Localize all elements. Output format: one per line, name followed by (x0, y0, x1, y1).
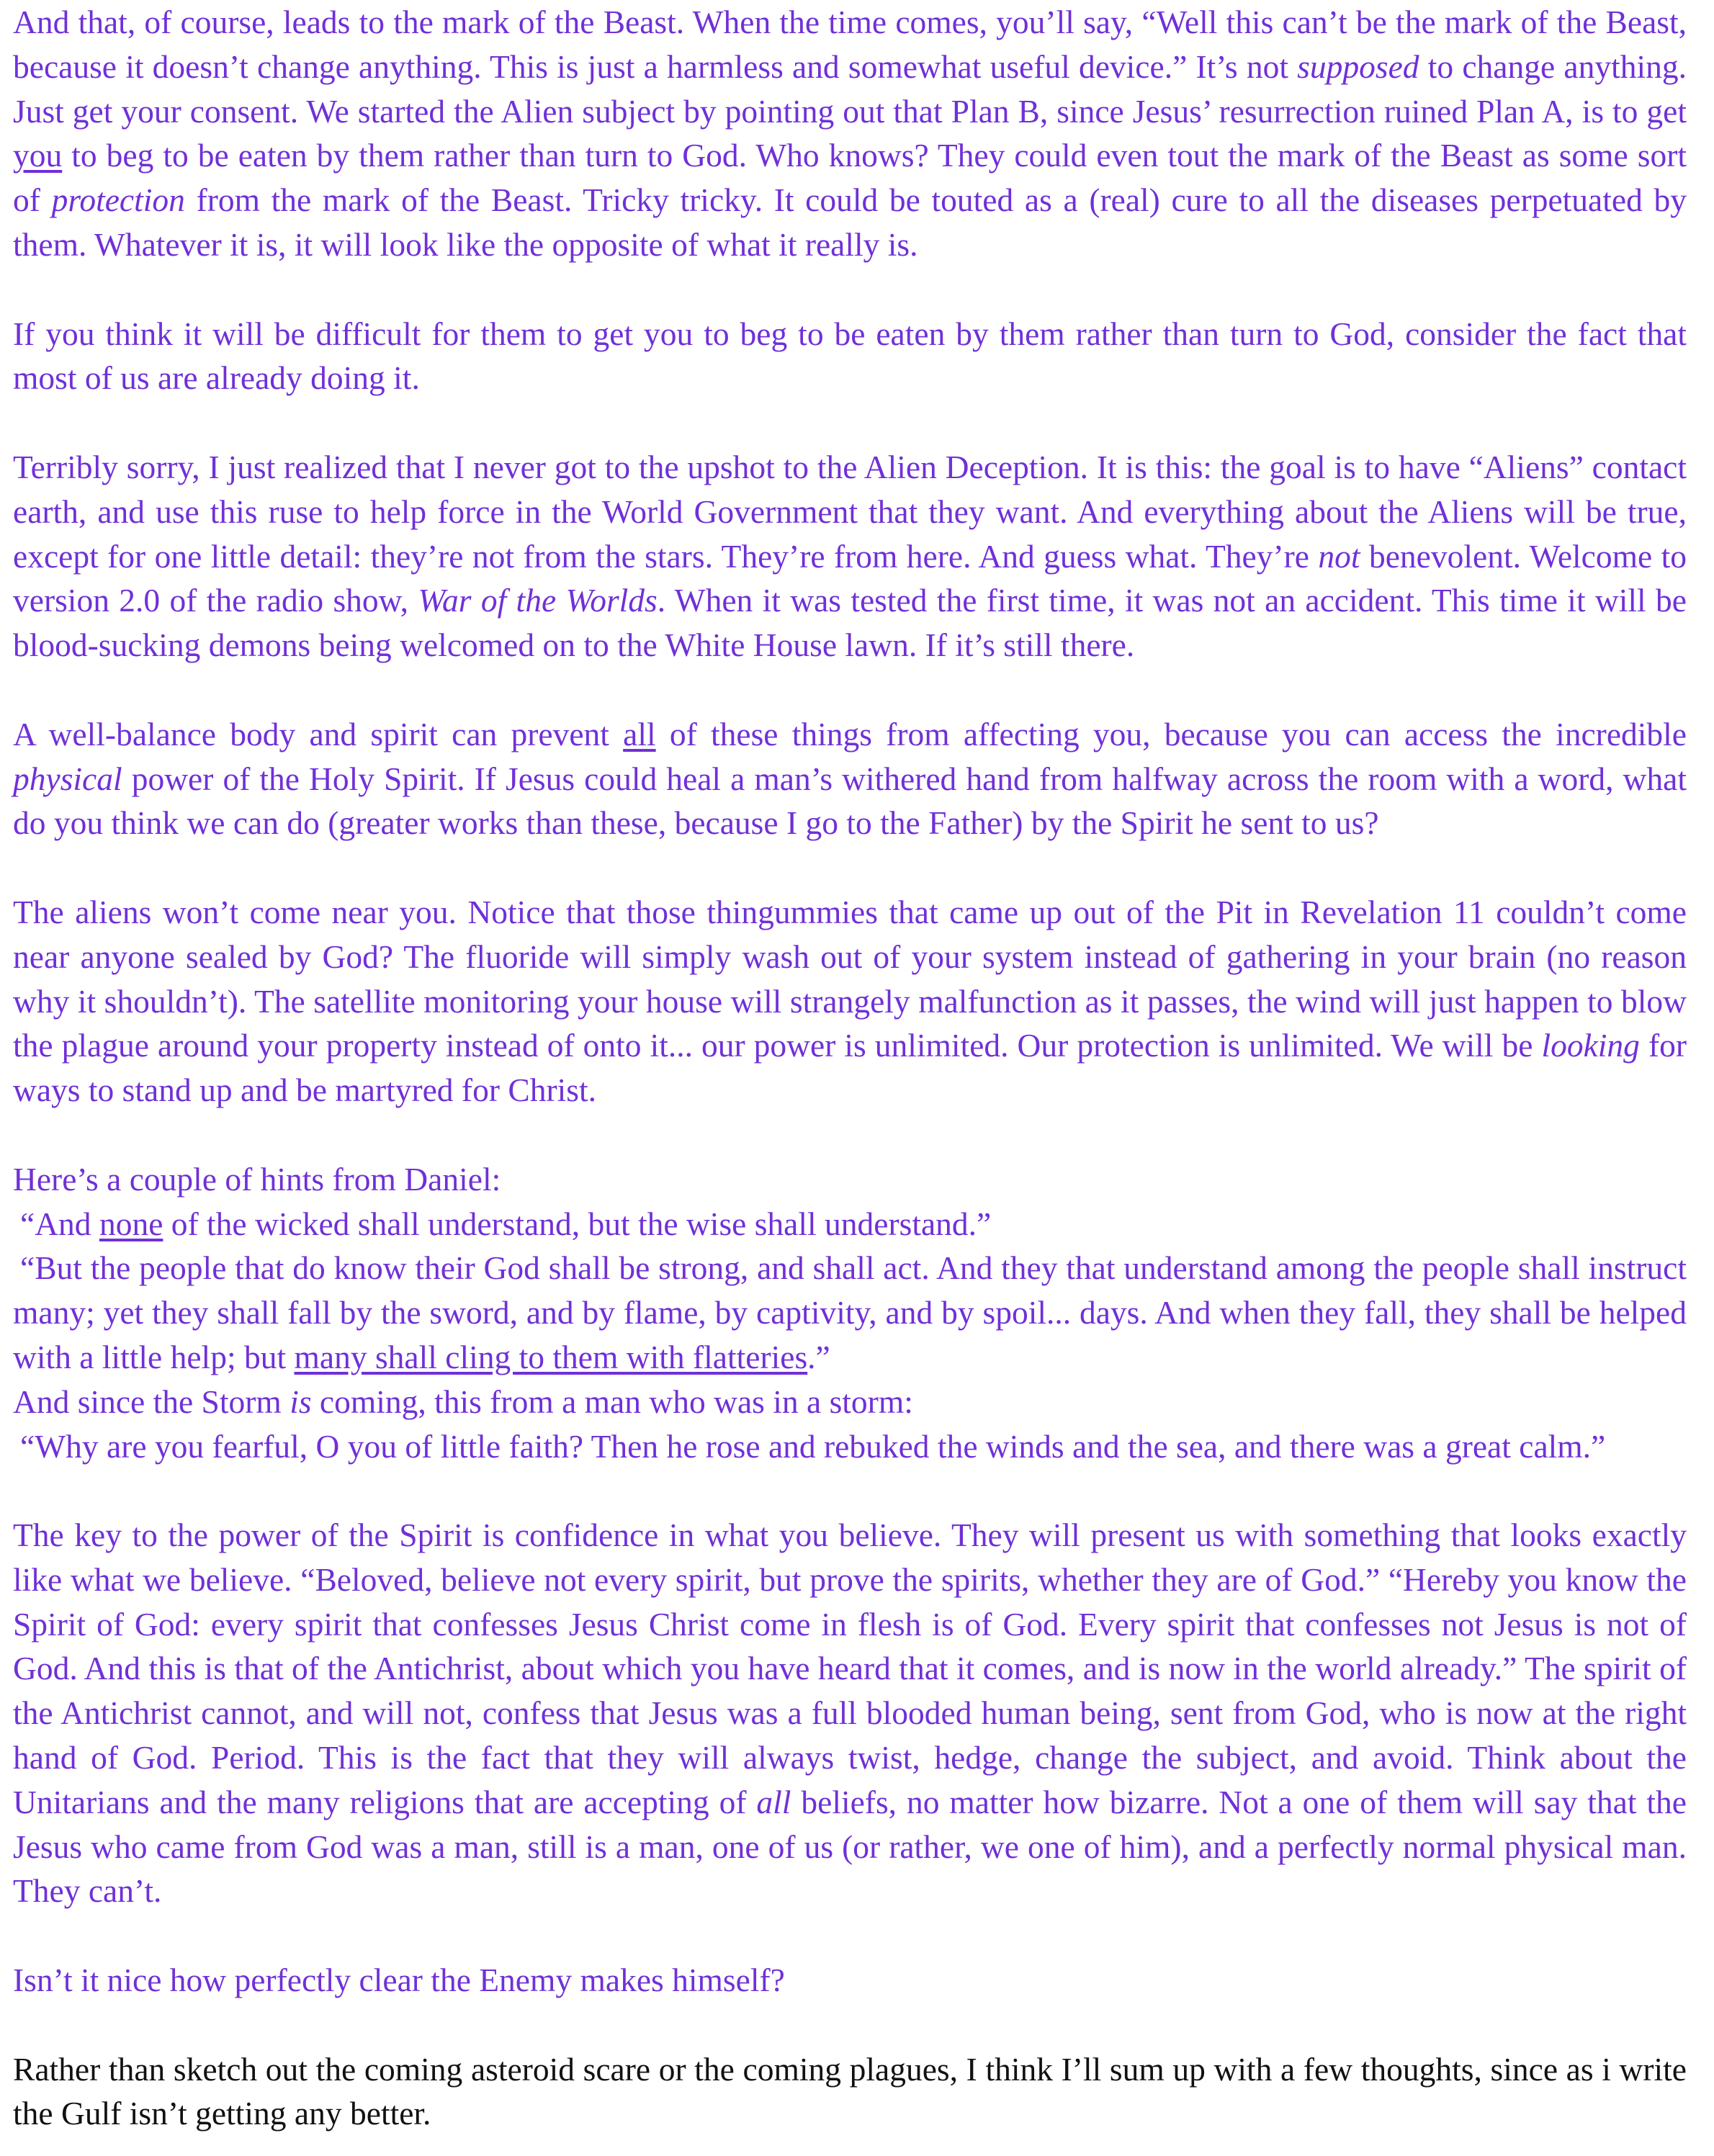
underline-all: all (623, 715, 656, 753)
quote-daniel-strong (13, 1246, 1687, 1379)
paragraph-protection-unlimited (13, 890, 1687, 1113)
emphasis-not: not (1318, 537, 1360, 575)
paragraph-enemy-clear (13, 1958, 1687, 2003)
emphasis-is: is (290, 1383, 312, 1420)
text-run: “Why are you fearful, O you of little faith? Then he rose and rebuked the winds and the sea, and there was a great calm.” (20, 1427, 1606, 1465)
text-run: A well-balance body and spirit can prevent (13, 715, 624, 753)
text-run: Rather than sketch out the coming asteroid scare or the coming plagues, I think I’ll sum up with a few thoughts, since as i write the Gulf isn’t getting any better. (13, 2050, 1687, 2132)
paragraph-beg-to-be-eaten (13, 312, 1687, 401)
text-run: from the mark of the Beast. Tricky tricky. It could be touted as a (real) cure to all the diseases perpetuated by them. Whatever it is, it will look like the opposite of what it really is. (13, 181, 1687, 263)
quote-daniel-wise (13, 1202, 1687, 1247)
emphasis-all: all (756, 1783, 791, 1820)
text-run: The aliens won’t come near you. Notice that those thingummies that came up out of the Pit in Revelation 11 couldn’t come near anyone sealed by God? The fluoride will simply wash out of your system instead of gathering in your brain (no reason why it shouldn’t). The satellite monitoring your house will strangely malfunction as it passes, the wind will just happen to blow the plague around your property instead of onto it... our power is unlimited. Our protection is unlimited. We will be (13, 893, 1687, 1064)
text-run: Isn’t it nice how perfectly clear the Enemy makes himself? (13, 1962, 785, 1999)
paragraph-alien-deception (13, 445, 1687, 668)
text-run: . When it was tested the first time, it was not an accident. This time it will be blood-sucking demons being welcomed on to the White House lawn. If it’s still there. (13, 582, 1687, 664)
text-run: Here’s a couple of hints from Daniel: (13, 1160, 501, 1198)
text-run: of the wicked shall understand, but the wise shall understand.” (163, 1205, 992, 1242)
text-run: If you think it will be difficult for them to get you to beg to be eaten by them rather than turn to God, consider the fact that most of us are already doing it. (13, 315, 1687, 397)
text-run: The key to the power of the Spirit is confidence in what you believe. They will present us with something that looks exactly like what we believe. “Beloved, believe not every spirit, but prove the spirits, whether they are of God.” “Hereby you know the Spirit of God: every spirit that confesses Jesus Christ come in flesh is of God. Every spirit that confesses not Jesus is not of God. And this is that of the Antichrist, about which you have heard that it comes, and is now in the world already.” The spirit of the Antichrist cannot, and will not, confess that Jesus was a full blooded human being, sent from God, who is now at the right hand of God. Period. This is the fact that they will always twist, hedge, change the subject, and avoid. Think about the Unitarians and the many religions that are accepting of (13, 1517, 1687, 1820)
underline-none: none (99, 1205, 163, 1242)
emphasis-protection: protection (51, 181, 185, 219)
emphasis-looking: looking (1541, 1027, 1640, 1064)
text-run: Terribly sorry, I just realized that I never got to the upshot to the Alien Deception. It is this: the goal is to have “Aliens” contact earth, and use this ruse to help force in the World Government that they want. And everything about the Aliens will be true, except for one little detail: they’re not from the stars. They’re from here. And guess what. They’re (13, 448, 1687, 575)
text-run: of these things from affecting you, because you can access the incredible (655, 715, 1687, 753)
text-run: And that, of course, leads to the mark of the Beast. When the time comes, you’ll say, “Well this can’t be the mark of the Beast, because it doesn’t change anything. This is just a harmless and somewhat useful device.” It’s not (13, 4, 1687, 85)
underline-you: you (13, 137, 63, 174)
text-run: “But the people that do know their God shall be strong, and shall act. And they that understand among the people shall instruct many; yet they shall fall by the sword, and by flame, by captivity, and by spoil... days. And when they fall, they shall be helped with a little help; but (13, 1249, 1687, 1375)
text-run: And since the Storm (13, 1383, 290, 1420)
emphasis-war-of-the-worlds: War of the Worlds (418, 582, 658, 619)
line-hints-from-daniel (13, 1157, 1687, 1202)
emphasis-physical: physical (13, 760, 122, 797)
paragraph-sum-up (13, 2047, 1687, 2137)
text-run: to change anything. Just get your consent. We started the Alien subject by pointing out that Plan B, since Jesus’ resurrection ruined Plan A, is to get (13, 48, 1687, 130)
paragraph-holy-spirit-power (13, 712, 1687, 845)
emphasis-supposed: supposed (1297, 48, 1419, 85)
underline-flatteries: many shall cling to them with flatteries (294, 1338, 808, 1375)
quote-great-calm (13, 1424, 1687, 1469)
text-run: benevolent. Welcome to version 2.0 of the radio show, (13, 537, 1687, 619)
text-run: to beg to be eaten by them rather than turn to God. Who knows? They could even tout the mark of the Beast as some sort of (13, 137, 1687, 219)
text-run: for ways to stand up and be martyred for Christ. (13, 1027, 1687, 1109)
paragraph-mark-of-beast (13, 0, 1687, 267)
text-run: beliefs, no matter how bizarre. Not a one of them will say that the Jesus who came from God was a man, still is a man, one of us (or rather, we one of him), and a perfectly normal physical man. They can’t. (13, 1783, 1687, 1910)
text-run: power of the Holy Spirit. If Jesus could heal a man’s withered hand from halfway across the room with a word, what do you think we can do (greater works than these, because I go to the Father) by the Spirit he sent to us? (13, 760, 1687, 842)
paragraph-antichrist (13, 1513, 1687, 1913)
line-storm-coming (13, 1380, 1687, 1424)
text-run: coming, this from a man who was in a storm: (311, 1383, 913, 1420)
text-run: .” (807, 1338, 830, 1375)
text-run: “And (20, 1205, 99, 1242)
